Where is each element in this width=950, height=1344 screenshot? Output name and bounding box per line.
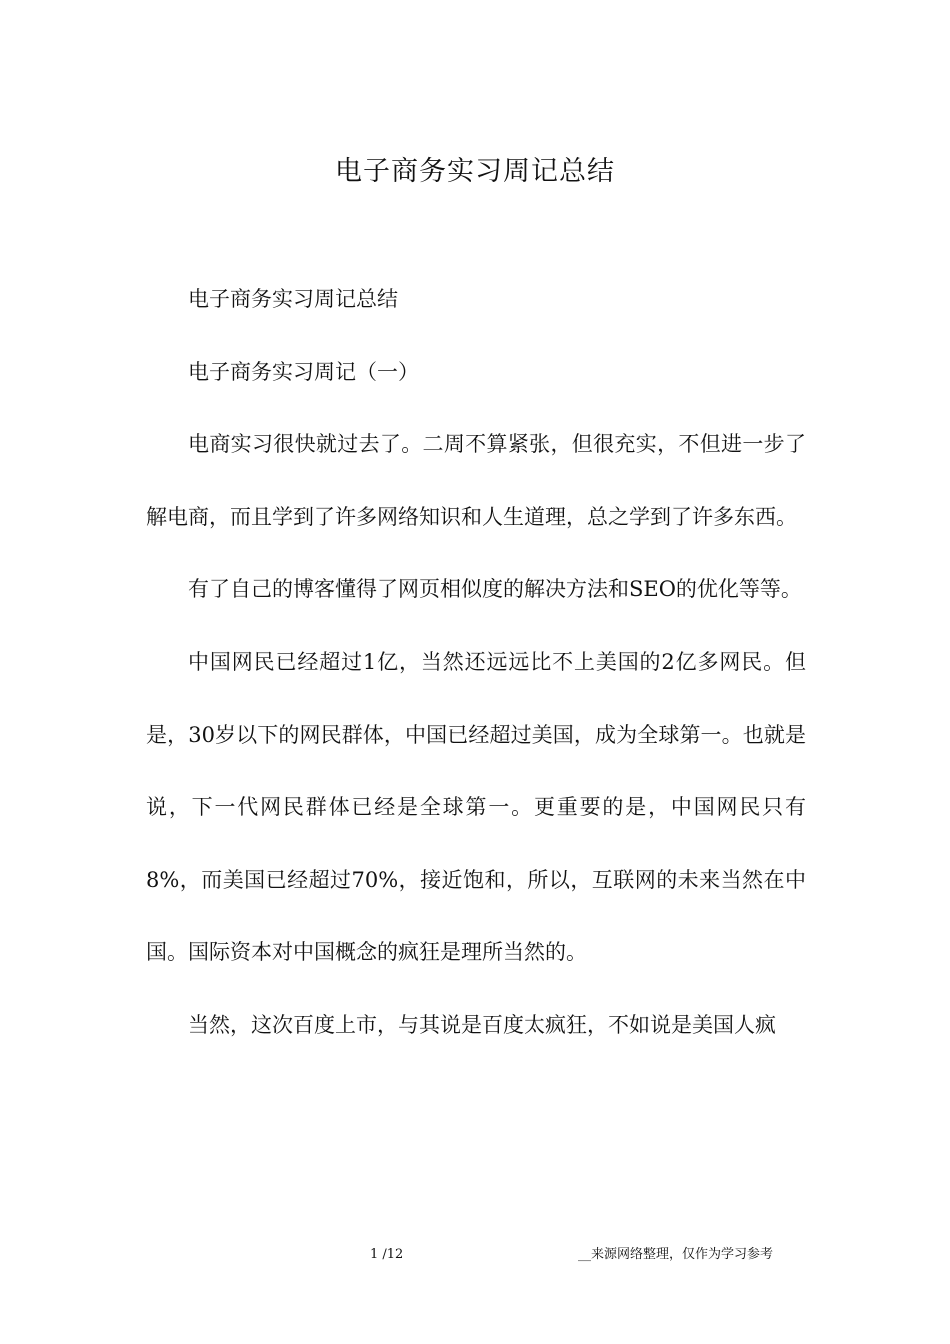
paragraph: 中国网民已经超过1亿，当然还远远比不上美国的2亿多网民。但是，30岁以下的网民群体，中国已经超过美国，成为全球第一。也就是说，下一代网民群体已经是全球第一。更重要的是，中国网民只有8%，而美国已经超过70%，接近饱和，所以，互联网的未来当然在中国。国际资本对中国概念的疯狂是理所当然的。 bbox=[146, 649, 806, 965]
page-number: 1 /12 bbox=[370, 1247, 404, 1262]
paragraph-subtitle: 电子商务实习周记总结 bbox=[188, 287, 398, 311]
paragraph: 当然，这次百度上市，与其说是百度太疯狂，不如说是美国人疯 bbox=[188, 1012, 776, 1037]
paragraph-section-heading: 电子商务实习周记（一） bbox=[188, 359, 419, 384]
document-title: 电子商务实习周记总结 bbox=[335, 156, 615, 187]
source-note: __来源网络整理，仅作为学习参考 bbox=[578, 1247, 774, 1262]
document-body bbox=[146, 263, 806, 1062]
paragraph: 电商实习很快就过去了。二周不算紧张，但很充实，不但进一步了解电商，而且学到了许多网络知识和人生道理，总之学到了许多东西。 bbox=[146, 432, 806, 529]
paragraph: 有了自己的博客懂得了网页相似度的解决方法和SEO的优化等等。 bbox=[188, 577, 802, 602]
